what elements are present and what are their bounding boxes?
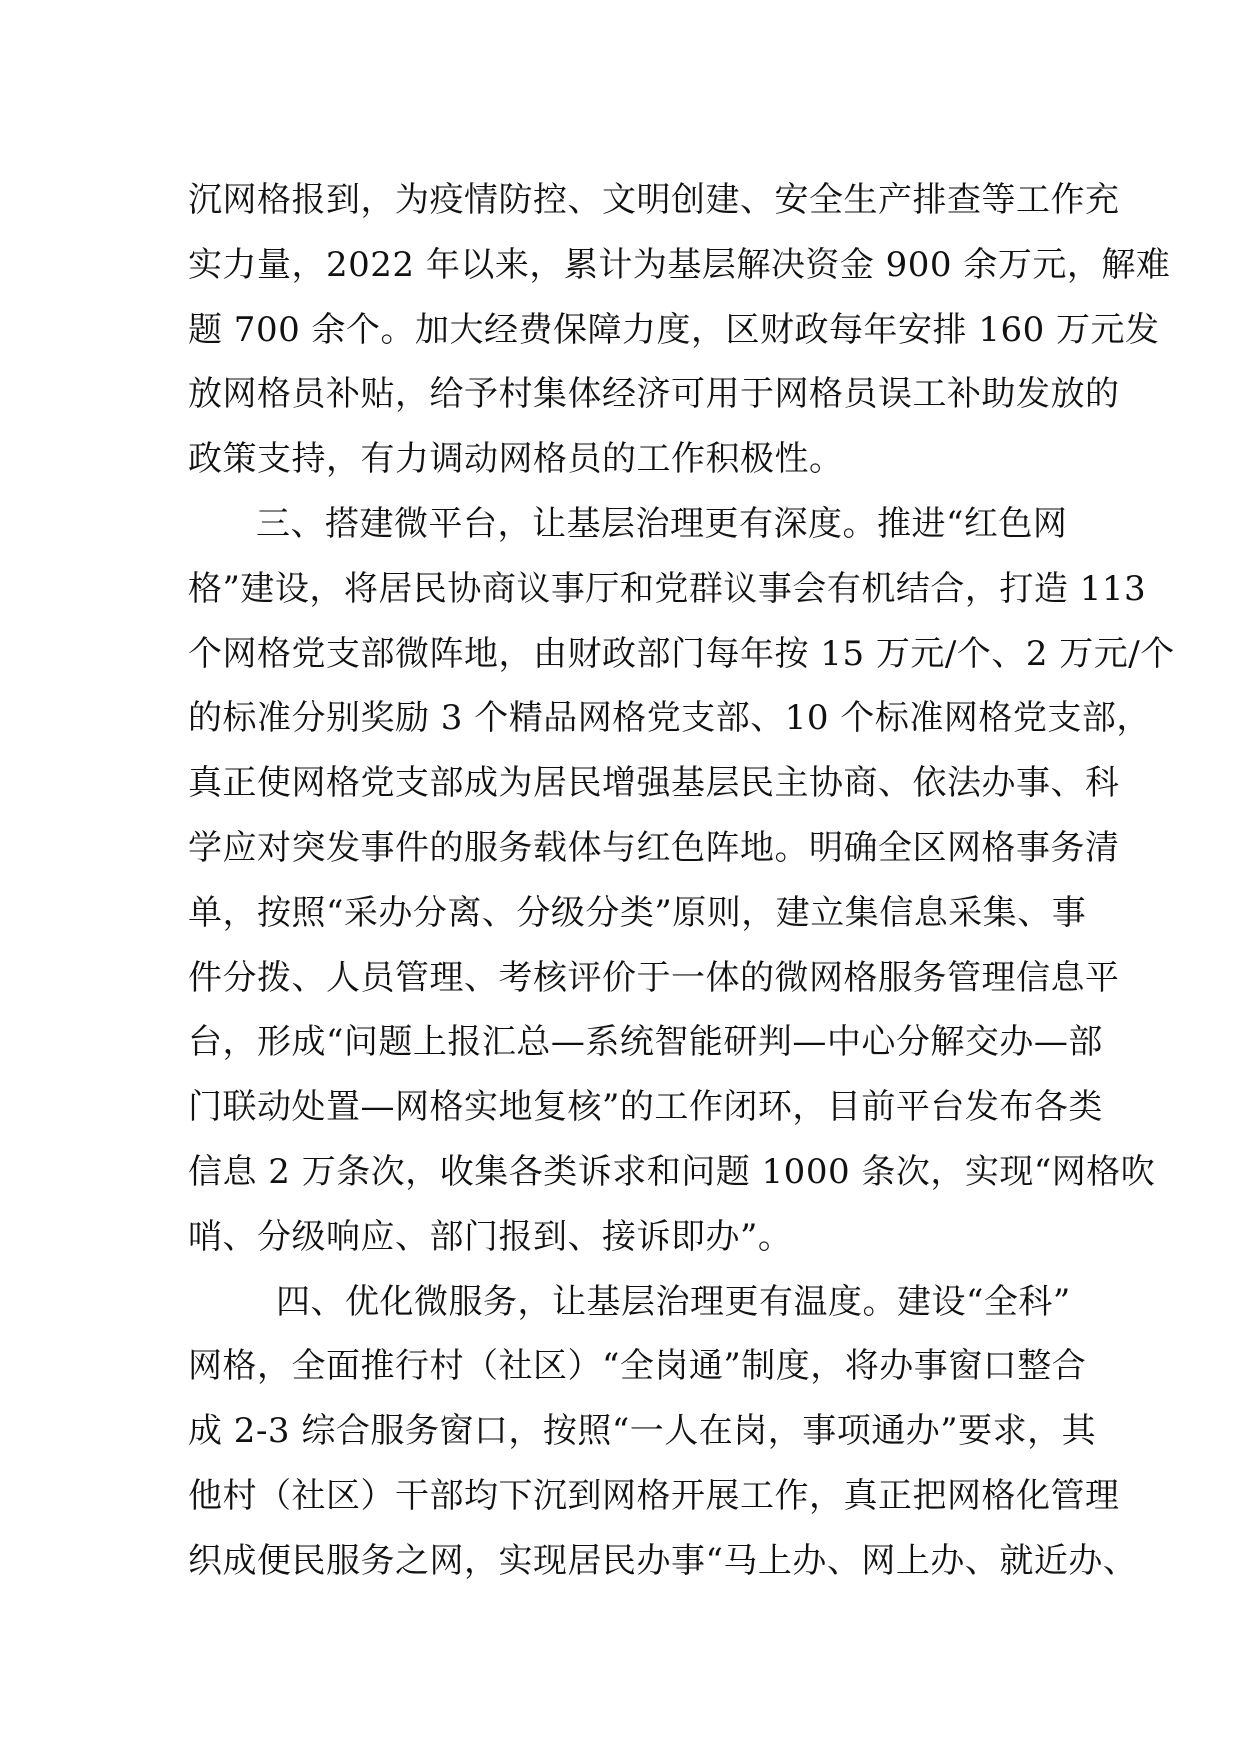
text-line: 他村（社区）干部均下沉到网格开展工作，真正把网格化管理 [188,1475,1120,1516]
section-heading-line: 三、搭建微平台，让基层治理更有深度。推进“红色网 [256,503,1068,544]
text-line: 真正使网格党支部成为居民增强基层民主协商、依法办事、科 [188,763,1120,804]
text-line: 网格，全面推行村（社区）“全岗通”制度，将办事窗口整合 [188,1346,1087,1387]
text-line: 政策支持，有力调动网格员的工作积极性。 [188,439,844,480]
section-heading-line: 四、优化微服务，让基层治理更有温度。建设“全科” [276,1281,1071,1322]
text-line: 台，形成“问题上报汇总—系统智能研判—中心分解交办—部 [188,1022,1103,1063]
text-line: 哨、分级响应、部门报到、接诉即办”。 [188,1216,793,1257]
text-line: 格”建设，将居民协商议事厅和党群议事会有机结合，打造 113 [188,568,1147,609]
text-line: 题 700 余个。加大经费保障力度，区财政每年安排 160 万元发 [188,309,1160,350]
text-line: 件分拨、人员管理、考核评价于一体的微网格服务管理信息平 [188,957,1120,998]
text-line: 沉网格报到，为疫情防控、文明创建、安全生产排查等工作充 [188,180,1120,220]
text-line: 信息 2 万条次，收集各类诉求和问题 1000 条次，实现“网格吹 [188,1151,1156,1192]
text-line: 成 2-3 综合服务窗口，按照“一人在岗，事项通办”要求，其 [188,1411,1097,1452]
text-line: 学应对突发事件的服务载体与红色阵地。明确全区网格事务清 [188,827,1120,868]
text-line: 单，按照“采办分离、分级分类”原则，建立集信息采集、事 [188,892,1087,933]
text-line: 实力量，2022 年以来，累计为基层解决资金 900 余万元，解难 [188,244,1171,285]
text-line: 放网格员补贴，给予村集体经济可用于网格员误工补助发放的 [188,374,1120,415]
text-line: 的标准分别奖励 3 个精品网格党支部、10 个标准网格党支部， [188,698,1151,739]
text-line: 门联动处置—网格实地复核”的工作闭环，目前平台发布各类 [188,1087,1103,1128]
body-text [188,168,1175,1594]
text-line: 织成便民服务之网，实现居民办事“马上办、网上办、就近办、 [188,1540,1138,1581]
text-line: 个网格党支部微阵地，由财政部门每年按 15 万元/个、2 万元/个 [188,633,1175,674]
